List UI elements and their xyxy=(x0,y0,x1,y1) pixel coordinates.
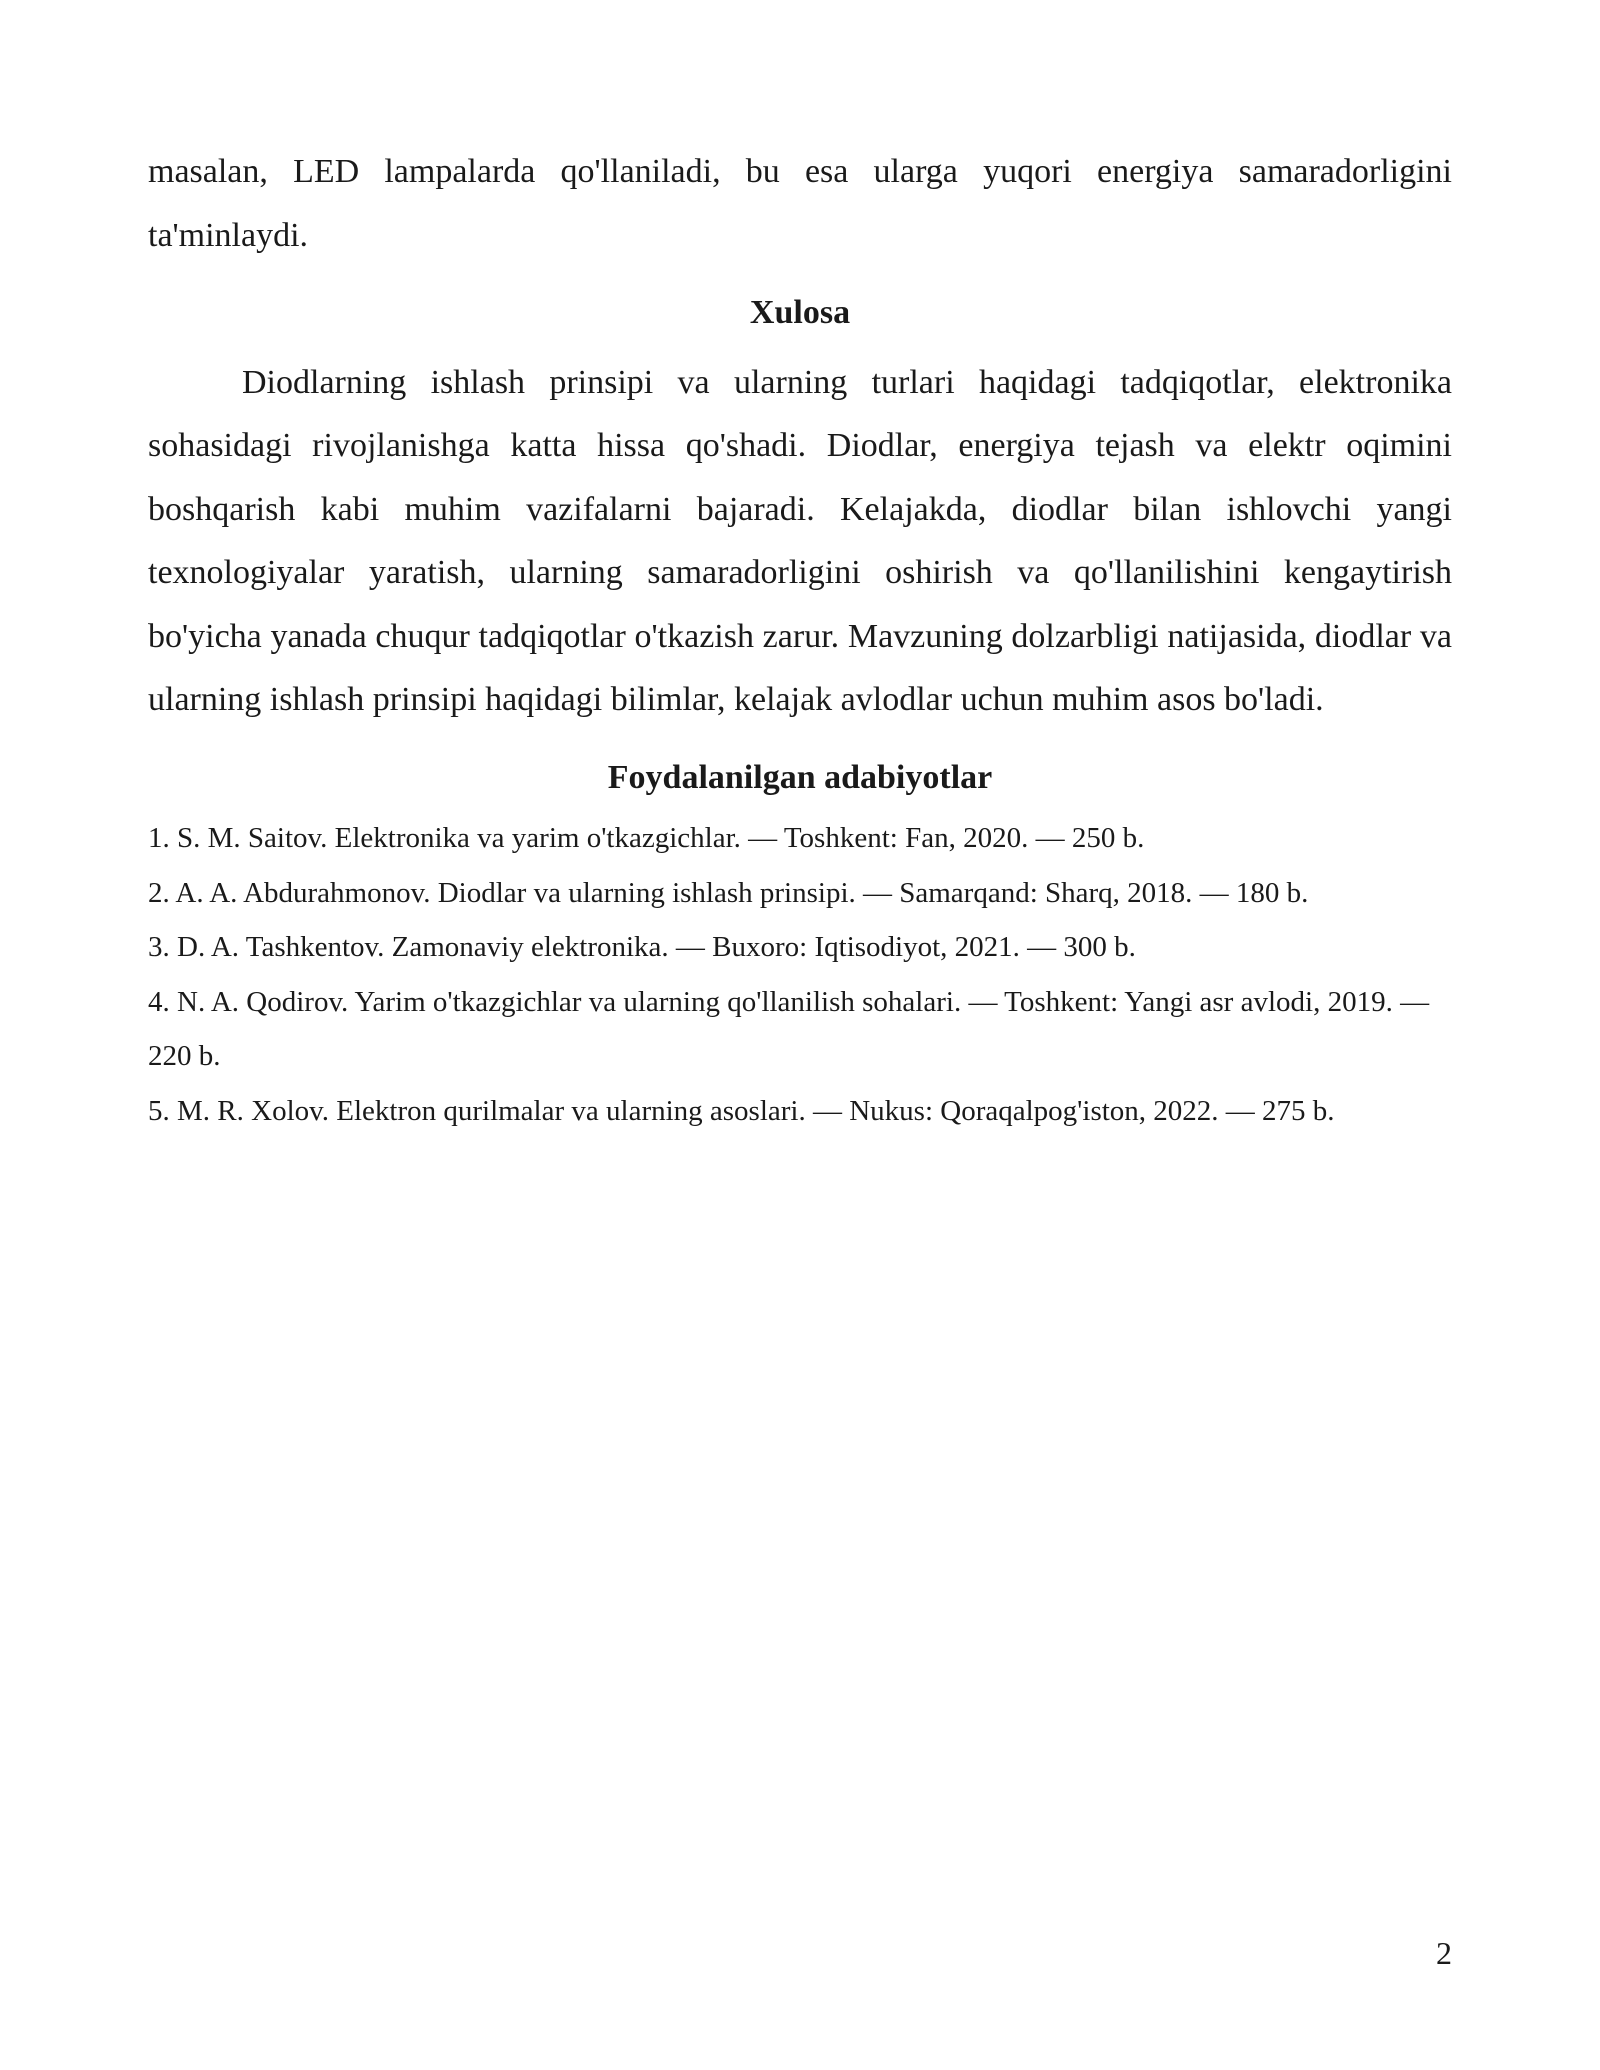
page-number: 2 xyxy=(1436,1935,1452,1971)
reference-item: 2. A. A. Abdurahmonov. Diodlar va ularning ishlash prinsipi. — Samarqand: Sharq, 2018. — 180 b. xyxy=(148,876,1309,909)
reference-item: 5. M. R. Xolov. Elektron qurilmalar va ularning asoslari. — Nukus: Qoraqalpog'iston, 2022. — 275 b. xyxy=(148,1094,1335,1127)
conclusion-heading: Xulosa xyxy=(749,294,851,331)
reference-item: 3. D. A. Tashkentov. Zamonaviy elektronika. — Buxoro: Iqtisodiyot, 2021. — 300 b. xyxy=(148,931,1136,963)
references-heading: Foydalanilgan adabiyotlar xyxy=(607,758,993,796)
conclusion-paragraph: Diodlarning ishlash prinsipi va ularning turlari haqidagi tadqiqotlar, elektronika sohasidagi rivojlanishga katta hissa qo'shadi. Diodlar, energiya tejash va elektr oqimini boshqarish kabi muhim vazifalarni bajaradi. Kelajakda, diodlar bilan ishlovchi yangi texnologiyalar yaratish, ularning samaradorligini oshirish va qo'llanilishini kengaytirish bo'yicha yanada chuqur tadqiqotlar o'tkazish zarur. Mavzuning dolzarbligi natijasida, diodlar va ularning ishlash prinsipi haqidagi bilimlar, kelajak avlodlar uchun muhim asos bo'ladi. xyxy=(148,363,1452,718)
page-content xyxy=(148,140,1452,1138)
reference-item: 4. N. A. Qodirov. Yarim o'tkazgichlar va ularning qo'llanilish sohalari. — Toshkent: Yangi asr avlodi, 2019. — 220 b. xyxy=(148,985,1430,1072)
reference-item: 1. S. M. Saitov. Elektronika va yarim o'tkazgichlar. — Toshkent: Fan, 2020. — 250 b. xyxy=(148,822,1145,854)
continuation-paragraph: masalan, LED lampalarda qo'llaniladi, bu esa ularga yuqori energiya samaradorligini ta'minlaydi. xyxy=(148,153,1452,254)
references-list xyxy=(148,811,1452,1138)
